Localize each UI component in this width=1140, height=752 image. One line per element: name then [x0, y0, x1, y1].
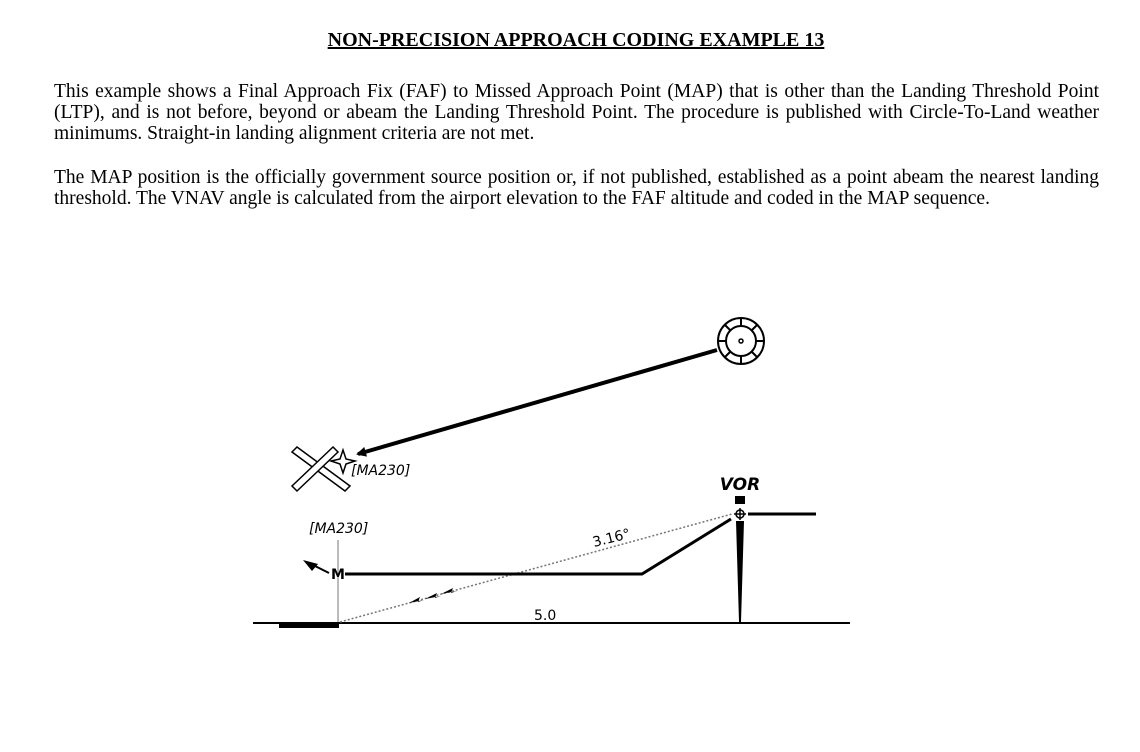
map-symbol: M	[331, 567, 345, 583]
vor-compass-rose-icon	[718, 318, 764, 364]
inbound-course-line	[358, 350, 717, 454]
missed-approach-point-icon	[292, 447, 355, 491]
missed-approach-arrow-icon	[303, 560, 329, 573]
distance-label: 5.0	[534, 608, 557, 624]
profile-map-label: [MA230]	[309, 521, 369, 537]
vnav-path-line	[340, 514, 732, 622]
flight-path-profile	[345, 519, 731, 574]
paragraph-1: This example shows a Final Approach Fix (FAF) to Missed Approach Point (MAP) that is other than the Landing Threshold Point (LTP), and is not before, beyond or abeam the Landing Threshold Point. The procedure is published with Circle-To-Land weather minimums. Straight-in landing alignment criteria are not met.	[54, 81, 1099, 144]
document-title: NON-PRECISION APPROACH CODING EXAMPLE 13	[327, 29, 825, 51]
vor-station-icon	[734, 496, 746, 622]
paragraph-2: The MAP position is the officially government source position or, if not published, established as a point abeam the nearest landing threshold. The VNAV angle is calculated from the airport elevation to the FAF altitude and coded in the MAP sequence.	[54, 167, 1099, 209]
plan-map-label: [MA230]	[351, 463, 411, 479]
vnav-angle-label: 3.16°	[591, 526, 633, 551]
runway-threshold-bar	[279, 622, 339, 628]
vor-label: VOR	[719, 475, 761, 495]
descent-arrows-icon	[409, 588, 457, 603]
